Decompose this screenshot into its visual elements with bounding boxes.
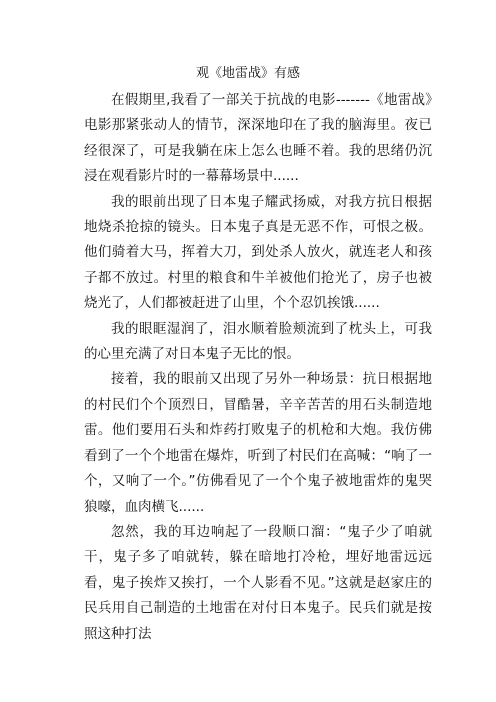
paragraph-2: 我的眼前出现了日本鬼子耀武扬威，对我方抗日根据地烧杀抢掠的镜头。日本鬼子真是无恶不作，可恨之极。他们骑着大马，挥着大刀，到处杀人放火，就连老人和孩子都不放过。村里的粮食和牛羊被他们抢光了，房子也被烧光了，人们都被赶进了山里，个个忍饥挨饿...... [84, 193, 432, 312]
paragraph-1: 在假期里,我看了一部关于抗战的电影-------《地雷战》电影那紧张动人的情节，深深地印在了我的脑海里。夜已经很深了，可是我躺在床上怎么也睡不着。我的思绪仍沉浸在观看影片时的一幕幕场景中...... [84, 92, 432, 185]
paragraph-3: 我的眼眶湿润了，泪水顺着脸颊流到了枕头上，可我的心里充满了对日本鬼子无比的恨。 [84, 320, 432, 363]
document-body [84, 88, 432, 647]
paragraph-4: 接着，我的眼前又出现了另外一种场景：抗日根据地的村民们个个顶烈日，冒酷暑，辛辛苦苦的用石头制造地雷。他们要用石头和炸药打败鬼子的机枪和大炮。我仿佛看到了一个个地雷在爆炸，听到了村民们在高喊：“响了一个，又响了一个。”仿佛看见了一个个鬼子被地雷炸的鬼哭狼嚎，血肉横飞...... [84, 371, 432, 515]
paragraph-5: 忽然，我的耳边响起了一段顺口溜：“鬼子少了咱就干，鬼子多了咱就转，躲在暗地打冷枪，埋好地雷远远看，鬼子挨炸又挨打，一个人影看不见。”这就是赵家庄的民兵用自己制造的土地雷在对付日本鬼子。民兵们就是按照这种打法 [84, 523, 432, 642]
document-title: 观《地雷战》有感 [195, 66, 300, 81]
